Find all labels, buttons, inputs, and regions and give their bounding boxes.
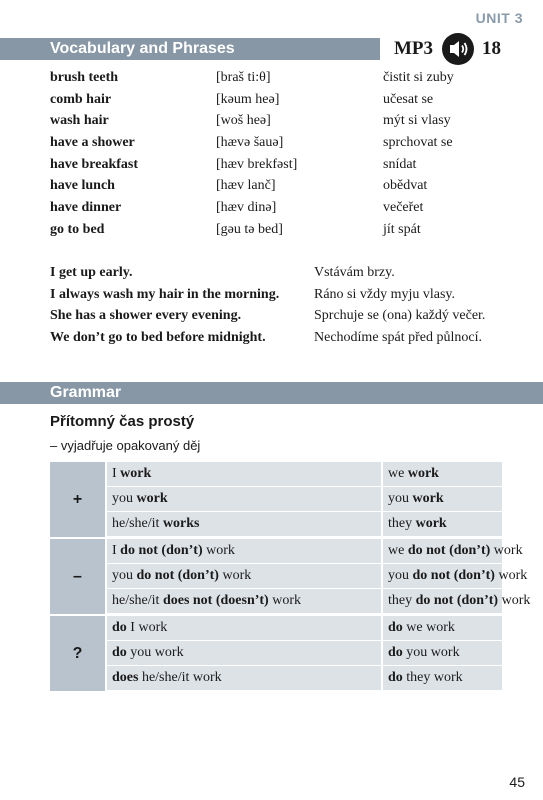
table-cell: you work xyxy=(107,487,381,511)
table-cell: they work xyxy=(383,512,502,536)
vocab-czech: večeřet xyxy=(383,200,424,216)
mp3-label: MP3 xyxy=(394,38,434,59)
phrase-english: She has a shower every evening. xyxy=(50,308,242,324)
vocab-czech: učesat se xyxy=(383,91,434,107)
phrase-row xyxy=(50,305,530,327)
vocab-czech: jít spát xyxy=(383,221,421,237)
table-cell: he/she/it works xyxy=(107,512,381,536)
grammar-subtitle: Přítomný čas prostý xyxy=(50,413,195,430)
table-cell: do I work xyxy=(107,616,381,640)
vocab-english: have dinner xyxy=(50,200,122,216)
phrase-row xyxy=(50,262,530,284)
phrase-czech: Ráno si vždy myju vlasy. xyxy=(314,286,456,302)
minus-sign: – xyxy=(50,539,105,614)
vocab-pronunciation: [hæv lanč] xyxy=(216,178,276,194)
table-cell: I do not (don’t) work xyxy=(107,539,381,563)
table-group-question xyxy=(50,616,502,691)
vocab-pronunciation: [hæv brekfəst] xyxy=(216,156,298,172)
track-number: 18 xyxy=(482,38,501,59)
vocab-czech: mýt si vlasy xyxy=(383,113,451,129)
conjugation-table xyxy=(50,462,531,693)
section-title-vocabulary: Vocabulary and Phrases xyxy=(50,40,235,57)
vocab-english: comb hair xyxy=(50,91,112,107)
vocab-english: brush teeth xyxy=(50,70,119,85)
vocab-row xyxy=(50,175,530,197)
table-cell: I work xyxy=(107,462,381,486)
vocab-czech: čistit si zuby xyxy=(383,70,454,85)
vocabulary-section-bar xyxy=(0,38,543,60)
grammar-section-bar xyxy=(0,382,543,404)
vocab-czech: snídat xyxy=(383,156,417,172)
phrase-row xyxy=(50,327,530,349)
grammar-note: – vyjadřuje opakovaný děj xyxy=(50,438,201,453)
phrase-english: I always wash my hair in the morning. xyxy=(50,286,280,302)
table-group-affirmative xyxy=(50,462,502,537)
unit-label: UNIT 3 xyxy=(475,10,523,26)
vocab-pronunciation: [woš heə] xyxy=(216,113,271,129)
vocab-english: have lunch xyxy=(50,178,115,194)
vocab-pronunciation: [braš ti:θ] xyxy=(216,70,271,85)
table-cell: do they work xyxy=(383,666,502,690)
vocab-pronunciation: [kəum heə] xyxy=(216,91,280,107)
section-title-grammar: Grammar xyxy=(50,384,122,401)
vocab-pronunciation: [hævə šauə] xyxy=(216,135,284,151)
phrase-english: We don’t go to bed before midnight. xyxy=(50,330,266,346)
phrase-english: I get up early. xyxy=(50,265,133,280)
table-cell: they do not (don’t) work xyxy=(383,589,502,613)
vocab-pronunciation: [hæv dinə] xyxy=(216,200,277,216)
page-number: 45 xyxy=(509,774,525,790)
table-cell: we work xyxy=(383,462,502,486)
table-cell: you work xyxy=(383,487,502,511)
vocab-english: have a shower xyxy=(50,135,135,151)
vocab-row xyxy=(50,89,530,111)
table-cell: you do not (don’t) work xyxy=(383,564,502,588)
vocab-czech: sprchovat se xyxy=(383,135,453,151)
table-cell: do you work xyxy=(383,641,502,665)
table-cell: does he/she/it work xyxy=(107,666,381,690)
vocab-row xyxy=(50,110,530,132)
vocab-row xyxy=(50,219,530,241)
speaker-icon[interactable] xyxy=(442,33,474,65)
table-cell: we do not (don’t) work xyxy=(383,539,502,563)
vocab-row xyxy=(50,132,530,154)
phrase-czech: Sprchuje se (ona) každý večer. xyxy=(314,308,486,324)
question-sign: ? xyxy=(50,616,105,691)
vocab-czech: obědvat xyxy=(383,178,428,194)
table-cell: he/she/it does not (doesn’t) work xyxy=(107,589,381,613)
plus-sign: + xyxy=(50,462,105,537)
phrase-czech: Vstávám brzy. xyxy=(314,265,395,280)
vocab-english: go to bed xyxy=(50,221,105,237)
audio-track-box[interactable] xyxy=(380,38,543,60)
vocab-row xyxy=(50,197,530,219)
table-cell: you do not (don’t) work xyxy=(107,564,381,588)
table-cell: do you work xyxy=(107,641,381,665)
vocab-pronunciation: [gəu tə bed] xyxy=(216,221,283,237)
vocab-row xyxy=(50,154,530,176)
vocab-row xyxy=(50,67,530,89)
vocab-english: have breakfast xyxy=(50,156,139,172)
phrase-czech: Nechodíme spát před půlnocí. xyxy=(314,330,482,346)
table-cell: do we work xyxy=(383,616,502,640)
vocabulary-list xyxy=(50,67,530,241)
vocab-english: wash hair xyxy=(50,113,109,129)
phrase-list xyxy=(50,262,530,349)
table-group-negative xyxy=(50,539,531,614)
phrase-row xyxy=(50,284,530,306)
